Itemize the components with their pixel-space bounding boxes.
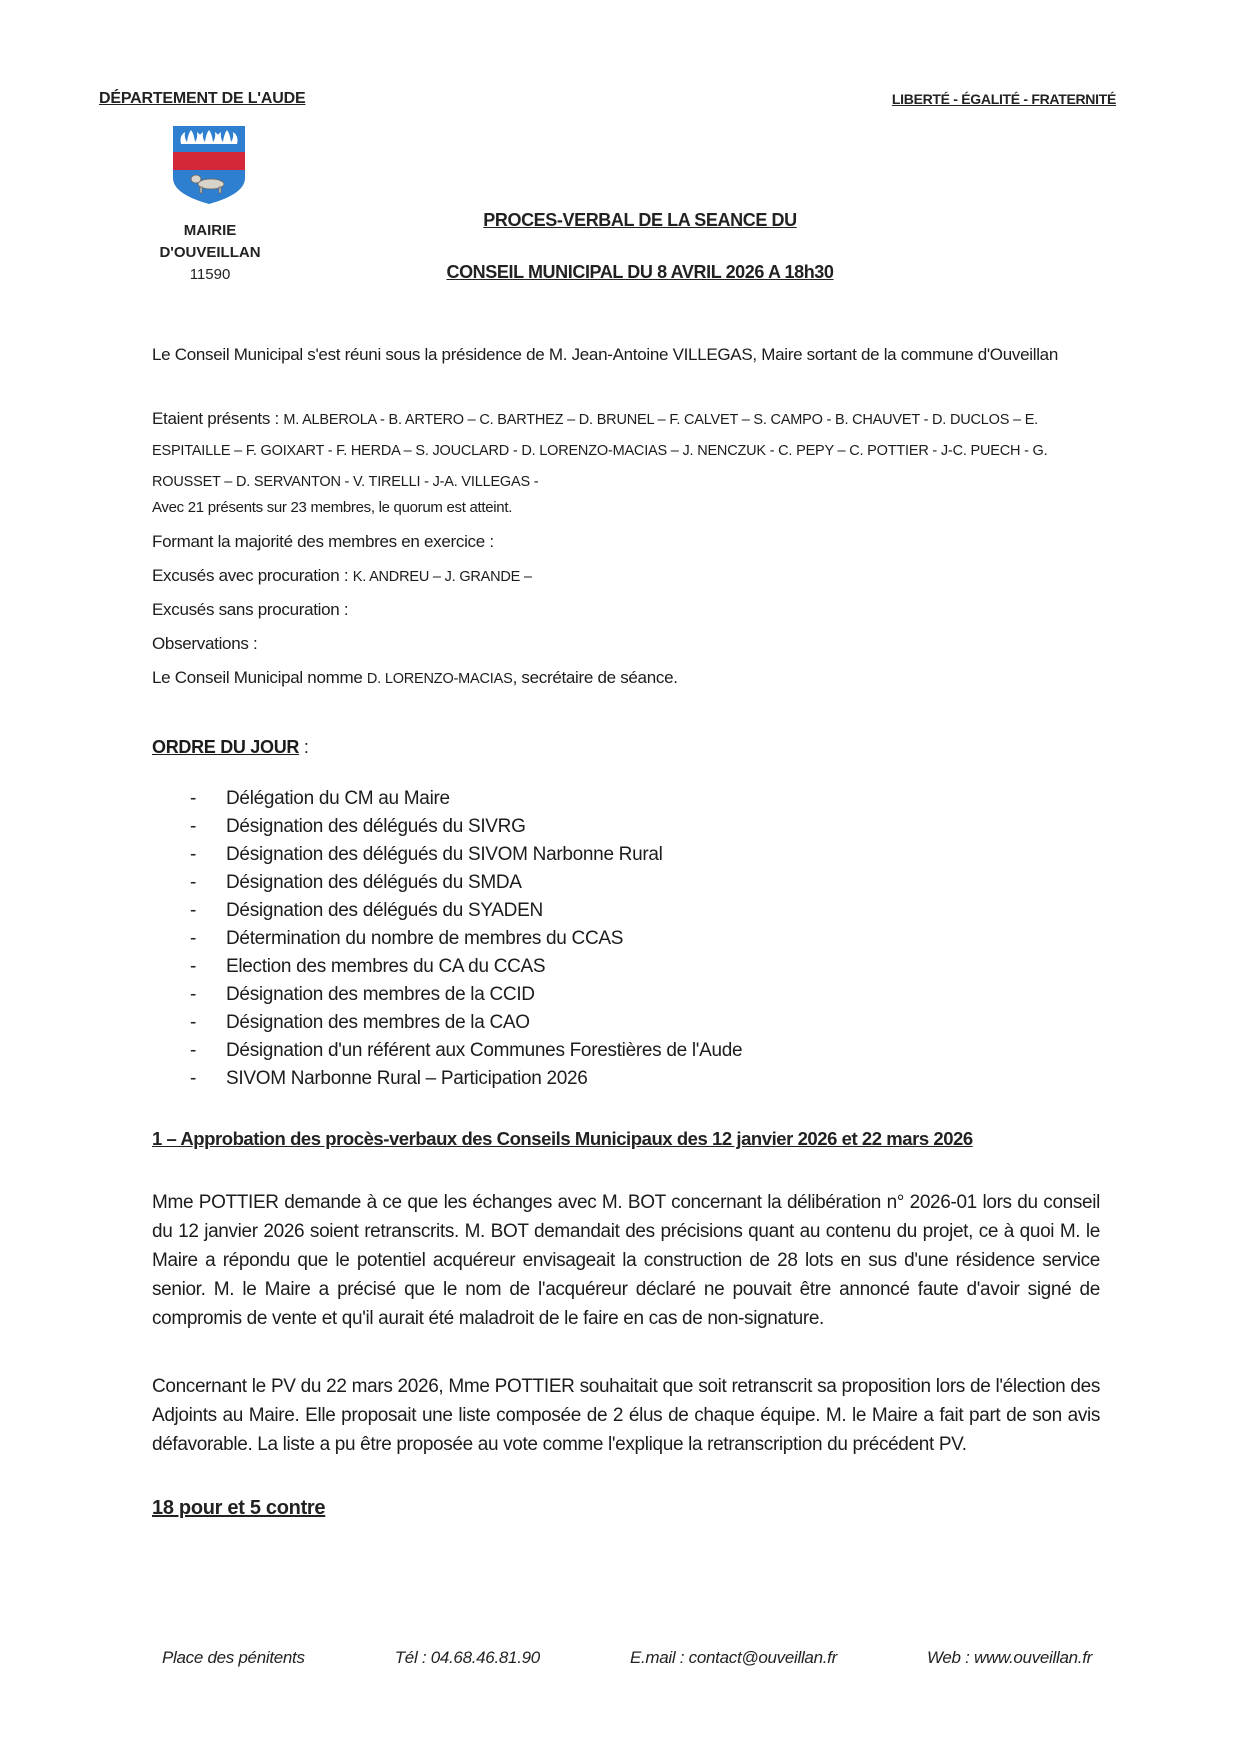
- section-1-paragraph-2: Concernant le PV du 22 mars 2026, Mme POTTIER souhaitait que soit retranscrit sa proposition lors de l'élection des Adjoints au Maire. Elle proposait une liste composée de 2 élus de chaque équipe. M. le Maire a fait part de son avis défavorable. La liste a pu être proposée au vote comme l'explique la retranscription du précédent PV.: [152, 1376, 1100, 1455]
- bullet-dash: -: [190, 1068, 197, 1089]
- agenda-item: [152, 1009, 742, 1037]
- bullet-dash: -: [190, 1012, 197, 1033]
- agenda-item-label: Désignation des délégués du SMDA: [226, 872, 522, 893]
- secretaire-name: D. LORENZO-MACIAS: [366, 671, 513, 687]
- excuses-avec-line: [152, 561, 1100, 592]
- secretaire-suffix: , secrétaire de séance.: [512, 668, 678, 687]
- agenda-item: [152, 1037, 742, 1065]
- quorum-line: Avec 21 présents sur 23 membres, le quorum est atteint.: [152, 499, 513, 516]
- section-1-title: 1 – Approbation des procès-verbaux des Conseils Municipaux des 12 janvier 2026 et 22 mars 2026: [152, 1128, 973, 1149]
- document-title-line2: CONSEIL MUNICIPAL DU 8 AVRIL 2026 A 18h30: [446, 262, 834, 282]
- ordre-du-jour-heading: [152, 737, 309, 758]
- motto-header: LIBERTÉ - ÉGALITÉ - FRATERNITÉ: [891, 91, 1116, 107]
- presents-list: M. ALBEROLA - B. ARTERO – C. BARTHEZ – D. BRUNEL – F. CALVET – S. CAMPO - B. CHAUVET - D. DUCLOS – E. ESPITAILLE – F. GOIXART - F. HERDA – S. JOUCLARD - D. LORENZO-MACIAS – J. NENCZUK - C. PEPY – C. POTTIER - J-C. PUECH - G. ROUSSET – D. SERVANTON - V. TIRELLI - J-A. VILLEGAS -: [152, 412, 1048, 490]
- agenda-item: [152, 1065, 742, 1093]
- presidence-paragraph: Le Conseil Municipal s'est réuni sous la présidence de M. Jean-Antoine VILLEGAS, Maire sortant de la commune d'Ouveillan: [152, 345, 1058, 364]
- agenda-item: [152, 841, 742, 869]
- agenda-item-label: Désignation des délégués du SYADEN: [226, 900, 543, 921]
- agenda-item-label: Désignation d'un référent aux Communes Forestières de l'Aude: [226, 1040, 743, 1061]
- section-1-paragraph-1: Mme POTTIER demande à ce que les échanges avec M. BOT concernant la délibération n° 2026-01 lors du conseil du 12 janvier 2026 soient retranscrits. M. BOT demandait des précisions quant au contenu du projet, ce à quoi M. le Maire a répondu que le potentiel acquéreur envisageait la construction de 28 lots en sus d'une résidence service senior. M. le Maire a précisé que le nom de l'acquéreur déclaré ne pouvait être annoncé faute d'avoir signé de compromis de vente et qu'il aurait été maladroit de le faire en cas de non-signature.: [152, 1192, 1100, 1329]
- footer-email: E.mail : contact@ouveillan.fr: [629, 1648, 837, 1667]
- secretaire-prefix: Le Conseil Municipal nomme: [152, 668, 367, 687]
- ordre-du-jour-title: ORDRE DU JOUR: [152, 737, 300, 757]
- vote-result: 18 pour et 5 contre: [152, 1497, 326, 1519]
- agenda-item-label: Délégation du CM au Maire: [226, 788, 450, 809]
- bullet-dash: -: [190, 928, 197, 949]
- mairie-block: [130, 220, 290, 286]
- bullet-dash: -: [190, 984, 197, 1005]
- bullet-dash: -: [190, 900, 197, 921]
- presents-paragraph: [152, 404, 1100, 497]
- mairie-label: MAIRIE: [183, 222, 237, 239]
- agenda-item: [152, 869, 742, 897]
- observations-line: Observations :: [152, 634, 258, 653]
- footer-website: Web : www.ouveillan.fr: [926, 1648, 1092, 1667]
- bullet-dash: -: [190, 844, 197, 865]
- agenda-item: [152, 981, 742, 1009]
- excuses-avec-list: K. ANDREU – J. GRANDE –: [352, 569, 532, 585]
- footer-phone: Tél : 04.68.46.81.90: [394, 1648, 540, 1667]
- postal-code: 11590: [189, 266, 231, 283]
- document-title-line1: PROCES-VERBAL DE LA SEANCE DU: [483, 210, 797, 230]
- secretaire-line: [152, 663, 1100, 694]
- excuses-sans-line: Excusés sans procuration :: [152, 600, 349, 619]
- bullet-dash: -: [190, 816, 197, 837]
- bullet-dash: -: [190, 788, 197, 809]
- excuses-avec-label: Excusés avec procuration :: [152, 566, 353, 585]
- coat-of-arms-icon: [171, 124, 247, 206]
- agenda-item: [152, 897, 742, 925]
- bullet-dash: -: [190, 872, 197, 893]
- agenda-item: [152, 785, 742, 813]
- commune-name: D'OUVEILLAN: [159, 244, 261, 261]
- department-header: DÉPARTEMENT DE L'AUDE: [99, 90, 306, 107]
- presents-label: Etaient présents :: [152, 409, 284, 428]
- agenda-item-label: Election des membres du CA du CCAS: [226, 956, 546, 977]
- agenda-item-label: Détermination du nombre de membres du CCAS: [226, 928, 624, 949]
- agenda-item-label: Désignation des membres de la CCID: [226, 984, 535, 1005]
- bullet-dash: -: [190, 956, 197, 977]
- agenda-item-label: Désignation des délégués du SIVRG: [226, 816, 526, 837]
- agenda-item-label: Désignation des membres de la CAO: [226, 1012, 530, 1033]
- ordre-du-jour-list: [152, 785, 742, 1093]
- footer-address: Place des pénitents: [162, 1648, 305, 1667]
- agenda-item: [152, 953, 742, 981]
- bullet-dash: -: [190, 1040, 197, 1061]
- ordre-du-jour-colon: :: [299, 737, 309, 757]
- agenda-item: [152, 813, 742, 841]
- agenda-item: [152, 925, 742, 953]
- agenda-item-label: Désignation des délégués du SIVOM Narbonne Rural: [226, 844, 663, 865]
- agenda-item-label: SIVOM Narbonne Rural – Participation 2026: [226, 1068, 588, 1089]
- page-footer: [162, 1648, 1092, 1668]
- majorite-line: Formant la majorité des membres en exercice :: [152, 532, 494, 551]
